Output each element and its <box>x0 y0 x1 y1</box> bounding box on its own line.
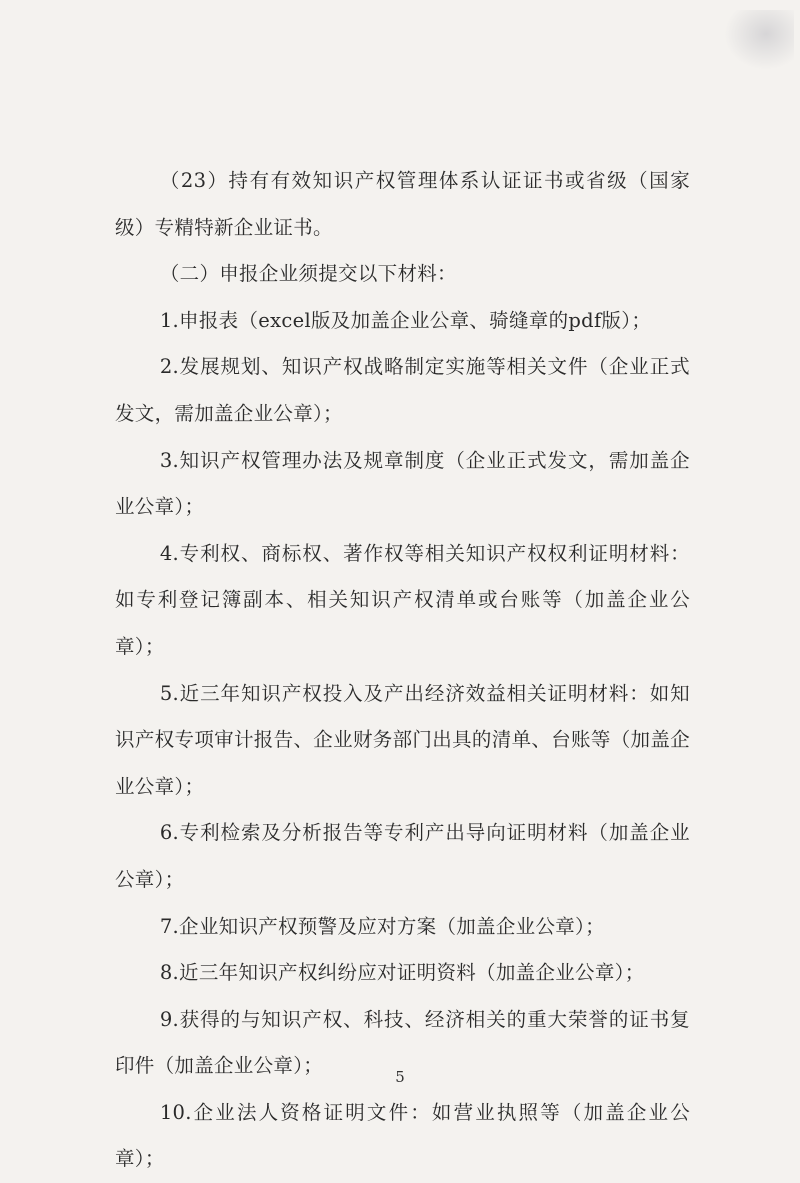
list-item-6: 6.专利检索及分析报告等专利产出导向证明材料（加盖企业公章）； <box>115 821 690 891</box>
list-item-7: 7.企业知识产权预警及应对方案（加盖企业公章）； <box>159 914 605 938</box>
list-item-2: 2.发展规划、知识产权战略制定实施等相关文件（企业正式发文，需加盖企业公章）； <box>115 355 690 425</box>
list-item-9: 9.获得的与知识产权、科技、经济相关的重大荣誉的证书复印件（加盖企业公章）； <box>115 1007 690 1078</box>
section-heading-materials: （二）申报企业须提交以下材料： <box>159 262 457 286</box>
list-item-8: 8.近三年知识产权纠纷应对证明资料（加盖企业公章）； <box>159 961 645 985</box>
list-item-5: 5.近三年知识产权投入及产出经济效益相关证明材料：如知识产权专项审计报告、企业财务部门出具的清单、台账等（加盖企业公章）； <box>115 681 690 798</box>
list-item-10: 10.企业法人资格证明文件：如营业执照等（加盖企业公章）； <box>115 1100 690 1171</box>
document-body <box>115 158 690 1183</box>
list-item-4: 4.专利权、商标权、著作权等相关知识产权权利证明材料：如专利登记簿副本、相关知识产权清单或台账等（加盖企业公章）； <box>115 541 690 658</box>
paragraph-item-23: （23）持有有效知识产权管理体系认证证书或省级（国家级）专精特新企业证书。 <box>115 169 690 239</box>
list-item-3: 3.知识产权管理办法及规章制度（企业正式发文，需加盖企业公章）； <box>115 448 690 519</box>
list-item-1: 1.申报表（excel版及加盖企业公章、骑缝章的pdf版）； <box>159 308 652 332</box>
scan-artifact <box>724 10 794 70</box>
page-number: 5 <box>395 1068 405 1086</box>
